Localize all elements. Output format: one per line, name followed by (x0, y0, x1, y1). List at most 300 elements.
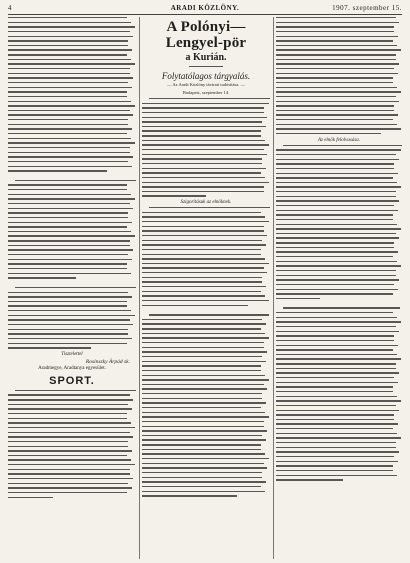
signature-name: Rosinszky Árpád sk. (85, 358, 130, 365)
text-line (276, 414, 394, 415)
text-line (8, 166, 132, 167)
text-line (142, 277, 262, 278)
text-line (276, 114, 398, 115)
text-line (276, 405, 396, 406)
text-line (142, 347, 264, 348)
text-line (8, 459, 131, 460)
text-line (142, 249, 261, 250)
text-line (8, 49, 132, 50)
text-line (8, 310, 131, 311)
text-line (276, 73, 398, 74)
text-line (8, 82, 128, 83)
text-line (142, 444, 261, 445)
text-line (142, 388, 267, 389)
text-line (276, 128, 401, 129)
text-block-3a (276, 17, 402, 134)
article-subheadline: a Kurián. (185, 52, 227, 63)
text-line (142, 144, 269, 145)
text-line (8, 156, 133, 157)
text-line (8, 404, 128, 405)
text-line (276, 59, 396, 60)
text-line (142, 412, 265, 413)
text-line (142, 361, 266, 362)
text-line (276, 368, 396, 369)
text-line (142, 267, 264, 268)
text-line (276, 279, 399, 280)
text-line (276, 377, 394, 378)
text-line (8, 142, 135, 143)
text-line (8, 217, 128, 218)
text-line (142, 458, 269, 459)
text-line (142, 195, 206, 196)
text-line (276, 237, 399, 238)
text-line (8, 59, 131, 60)
text-line (276, 149, 401, 150)
text-line (142, 191, 264, 192)
text-line (142, 221, 269, 222)
text-line (8, 394, 130, 395)
text-line (276, 82, 393, 83)
text-line (8, 408, 132, 409)
column-divider-1 (139, 17, 140, 559)
text-line (283, 307, 400, 308)
text-line (276, 410, 399, 411)
text-line (142, 286, 266, 287)
text-line (142, 491, 265, 492)
text-line (276, 182, 397, 183)
text-line (8, 119, 128, 120)
subsection-3: Az elnök felolvasása. (317, 137, 361, 143)
text-line (276, 349, 393, 350)
text-line (276, 177, 393, 178)
text-line (8, 26, 135, 27)
text-line (142, 323, 266, 324)
text-line (8, 226, 127, 227)
text-line (8, 184, 127, 185)
text-line (142, 453, 265, 454)
text-line (142, 337, 269, 338)
text-line (276, 36, 398, 37)
text-line (8, 273, 131, 274)
text-line (15, 180, 136, 181)
text-line (142, 263, 269, 264)
text-line (8, 128, 132, 129)
text-line (142, 402, 266, 403)
text-line (276, 451, 399, 452)
text-line (8, 319, 130, 320)
text-line (142, 463, 264, 464)
text-line (276, 224, 397, 225)
text-line (8, 487, 132, 488)
text-line (142, 149, 264, 150)
text-line (8, 54, 127, 55)
article-byline: Budapest, szeptember 14. (182, 90, 230, 95)
text-line (276, 298, 320, 299)
text-line (276, 91, 401, 92)
text-line (8, 87, 132, 88)
closing-word: Tisztelettel (61, 351, 83, 357)
text-block-1b (8, 180, 136, 279)
text-line (142, 421, 264, 422)
text-line (8, 343, 127, 344)
text-line (142, 426, 264, 427)
issue-date: 1907. szeptember 15. (332, 4, 402, 12)
text-line (142, 477, 262, 478)
text-line (276, 87, 397, 88)
text-line (8, 473, 130, 474)
text-line (276, 340, 394, 341)
text-line (142, 130, 261, 131)
text-line (276, 433, 397, 434)
text-line (276, 68, 394, 69)
text-line (8, 198, 135, 199)
text-line (8, 418, 127, 419)
text-line (8, 427, 135, 428)
text-line (276, 447, 396, 448)
text-line (142, 258, 265, 259)
text-line (8, 483, 128, 484)
text-line (276, 400, 401, 401)
column-3 (276, 17, 402, 559)
text-line (8, 338, 132, 339)
text-line (142, 328, 261, 329)
text-line (8, 68, 130, 69)
text-line (8, 315, 135, 316)
page-number: 4 (8, 4, 12, 12)
text-line (142, 416, 269, 417)
text-line (276, 63, 399, 64)
text-line (276, 124, 397, 125)
text-line (142, 351, 267, 352)
text-line (276, 442, 396, 443)
text-line (142, 398, 262, 399)
column-2 (142, 17, 270, 559)
text-line (8, 110, 130, 111)
text-line (276, 265, 401, 266)
text-line (276, 354, 397, 355)
text-line (142, 230, 264, 231)
subsection-2: Szigorításuk az elnöknek. (180, 200, 232, 206)
text-line (8, 17, 127, 18)
text-line (142, 486, 261, 487)
text-line (142, 163, 262, 164)
text-line (142, 305, 248, 306)
text-line (8, 305, 127, 306)
text-line (276, 396, 397, 397)
text-line (8, 296, 132, 297)
text-line (8, 436, 133, 437)
text-line (8, 212, 128, 213)
text-line (142, 154, 267, 155)
text-block-2b (142, 207, 270, 306)
text-line (276, 345, 398, 346)
text-line (8, 399, 133, 400)
text-line (283, 145, 402, 146)
text-line (142, 168, 266, 169)
text-line (142, 107, 264, 108)
text-line (142, 254, 261, 255)
text-line (276, 284, 394, 285)
text-line (276, 31, 394, 32)
text-line (15, 287, 136, 288)
text-line (142, 126, 266, 127)
text-line (142, 365, 261, 366)
text-line (8, 249, 133, 250)
text-line (276, 133, 381, 134)
text-line (8, 422, 131, 423)
text-line (8, 469, 130, 470)
text-line (276, 470, 393, 471)
text-line (276, 26, 394, 27)
text-line (8, 347, 91, 348)
text-line (8, 45, 128, 46)
text-line (276, 210, 398, 211)
text-line (142, 300, 269, 301)
text-line (276, 228, 401, 229)
text-line (276, 219, 393, 220)
text-line (8, 208, 133, 209)
text-line (8, 446, 128, 447)
text-line (276, 101, 399, 102)
text-line (8, 492, 127, 493)
text-line (8, 245, 130, 246)
text-line (8, 114, 133, 115)
text-line (142, 117, 267, 118)
text-line (142, 295, 265, 296)
text-line (142, 112, 264, 113)
text-line (142, 342, 264, 343)
text-block-1c (8, 287, 136, 349)
text-line (8, 133, 127, 134)
text-line (142, 393, 262, 394)
article-headline: A Polónyi—Lengyel-pör (165, 19, 247, 51)
text-line (8, 22, 131, 23)
header-rule (8, 14, 402, 15)
text-line (276, 77, 393, 78)
text-line (276, 391, 393, 392)
text-line (8, 189, 127, 190)
text-line (276, 251, 398, 252)
text-line (8, 101, 131, 102)
text-line (276, 196, 396, 197)
text-line (8, 259, 132, 260)
text-line (142, 121, 262, 122)
text-line (142, 281, 262, 282)
text-line (276, 163, 394, 164)
text-line (8, 268, 127, 269)
text-line (142, 472, 262, 473)
text-line (276, 110, 394, 111)
text-line (142, 216, 265, 217)
text-line (276, 242, 394, 243)
text-line (276, 270, 396, 271)
text-line (149, 314, 269, 315)
text-line (276, 159, 399, 160)
text-line (8, 263, 127, 264)
text-line (142, 435, 262, 436)
text-line (276, 372, 399, 373)
text-line (276, 54, 396, 55)
text-line (8, 170, 107, 171)
text-line (8, 161, 128, 162)
text-line (142, 291, 261, 292)
text-line (276, 456, 394, 457)
text-line (276, 256, 393, 257)
text-line (8, 235, 135, 236)
text-line (142, 449, 261, 450)
text-line (142, 467, 267, 468)
text-line (142, 407, 261, 408)
article-section: Folytatólagos tárgyalás. (161, 71, 251, 81)
text-line (8, 455, 127, 456)
text-line (276, 326, 396, 327)
text-line (142, 481, 266, 482)
newspaper-title: ARADI KÖZLÖNY. (170, 4, 240, 12)
text-line (8, 478, 133, 479)
column-divider-2 (273, 17, 274, 559)
text-line (8, 222, 132, 223)
text-line (276, 173, 398, 174)
text-line (8, 194, 131, 195)
text-block-2c (142, 314, 270, 496)
text-line (142, 135, 261, 136)
text-line (276, 386, 393, 387)
text-line (8, 40, 128, 41)
text-line (8, 96, 127, 97)
text-line (276, 289, 398, 290)
text-line (142, 182, 269, 183)
text-line (276, 461, 398, 462)
text-line (276, 200, 399, 201)
text-line (8, 329, 128, 330)
text-line (276, 437, 401, 438)
text-line (276, 105, 394, 106)
article-note: — Az Aradi Közlöny távirati tudósítása. — (166, 82, 246, 87)
text-line (276, 261, 397, 262)
sport-heading: SPORT. (49, 374, 95, 387)
text-line (8, 292, 128, 293)
text-line (276, 419, 394, 420)
text-line (142, 103, 269, 104)
text-line (276, 423, 398, 424)
signature-role: Aradmegye, Aradtanya egyesület. (38, 365, 106, 371)
text-line (142, 140, 265, 141)
text-line (276, 40, 393, 41)
text-line (8, 105, 135, 106)
text-line (8, 36, 133, 37)
text-line (276, 382, 398, 383)
text-line (15, 390, 136, 391)
text-line (276, 293, 393, 294)
text-line (142, 235, 267, 236)
text-line (8, 254, 128, 255)
text-line (142, 172, 261, 173)
text-line (142, 495, 237, 496)
text-line (276, 358, 401, 359)
text-line (276, 331, 399, 332)
text-block-1d (8, 390, 136, 498)
text-line (276, 22, 399, 23)
text-line (142, 356, 262, 357)
text-line (276, 312, 393, 313)
text-block-1a (8, 17, 136, 172)
text-line (276, 275, 396, 276)
text-line (8, 240, 130, 241)
text-line (8, 464, 135, 465)
text-line (276, 168, 394, 169)
text-line (276, 428, 393, 429)
text-line (8, 231, 131, 232)
text-line (8, 203, 130, 204)
text-line (142, 226, 264, 227)
text-line (142, 384, 264, 385)
text-line (276, 154, 396, 155)
text-line (142, 430, 267, 431)
text-line (276, 49, 401, 50)
text-line (142, 244, 266, 245)
text-line (8, 91, 127, 92)
text-line (8, 152, 130, 153)
text-line (8, 63, 135, 64)
text-line (276, 96, 396, 97)
text-line (142, 212, 261, 213)
text-line (8, 432, 130, 433)
text-line (276, 17, 396, 18)
text-line (142, 240, 262, 241)
text-line (142, 375, 265, 376)
text-line (8, 324, 133, 325)
text-line (142, 333, 265, 334)
text-line (276, 317, 397, 318)
text-line (276, 475, 397, 476)
text-line (8, 124, 128, 125)
text-line (276, 205, 394, 206)
text-line (142, 370, 261, 371)
text-line (142, 379, 269, 380)
text-line (276, 247, 394, 248)
text-line (149, 207, 270, 208)
text-line (142, 177, 265, 178)
column-1 (8, 17, 136, 559)
text-line (8, 450, 132, 451)
text-line (276, 479, 343, 480)
text-line (276, 191, 396, 192)
text-line (8, 73, 130, 74)
text-line (276, 233, 396, 234)
text-line (276, 45, 397, 46)
text-line (8, 31, 130, 32)
text-line (142, 439, 266, 440)
text-line (276, 363, 396, 364)
text-line (276, 186, 401, 187)
text-line (8, 301, 127, 302)
text-line (8, 138, 131, 139)
text-line (8, 333, 128, 334)
text-line (8, 277, 76, 278)
text-line (276, 214, 393, 215)
text-line (142, 319, 262, 320)
text-line (276, 321, 401, 322)
text-line (276, 119, 393, 120)
text-block-3c (276, 307, 402, 480)
text-line (276, 335, 394, 336)
text-line (8, 497, 53, 498)
text-block-3b (276, 145, 402, 300)
text-line (149, 98, 270, 99)
text-line (142, 186, 264, 187)
text-line (142, 158, 262, 159)
text-line (8, 413, 127, 414)
